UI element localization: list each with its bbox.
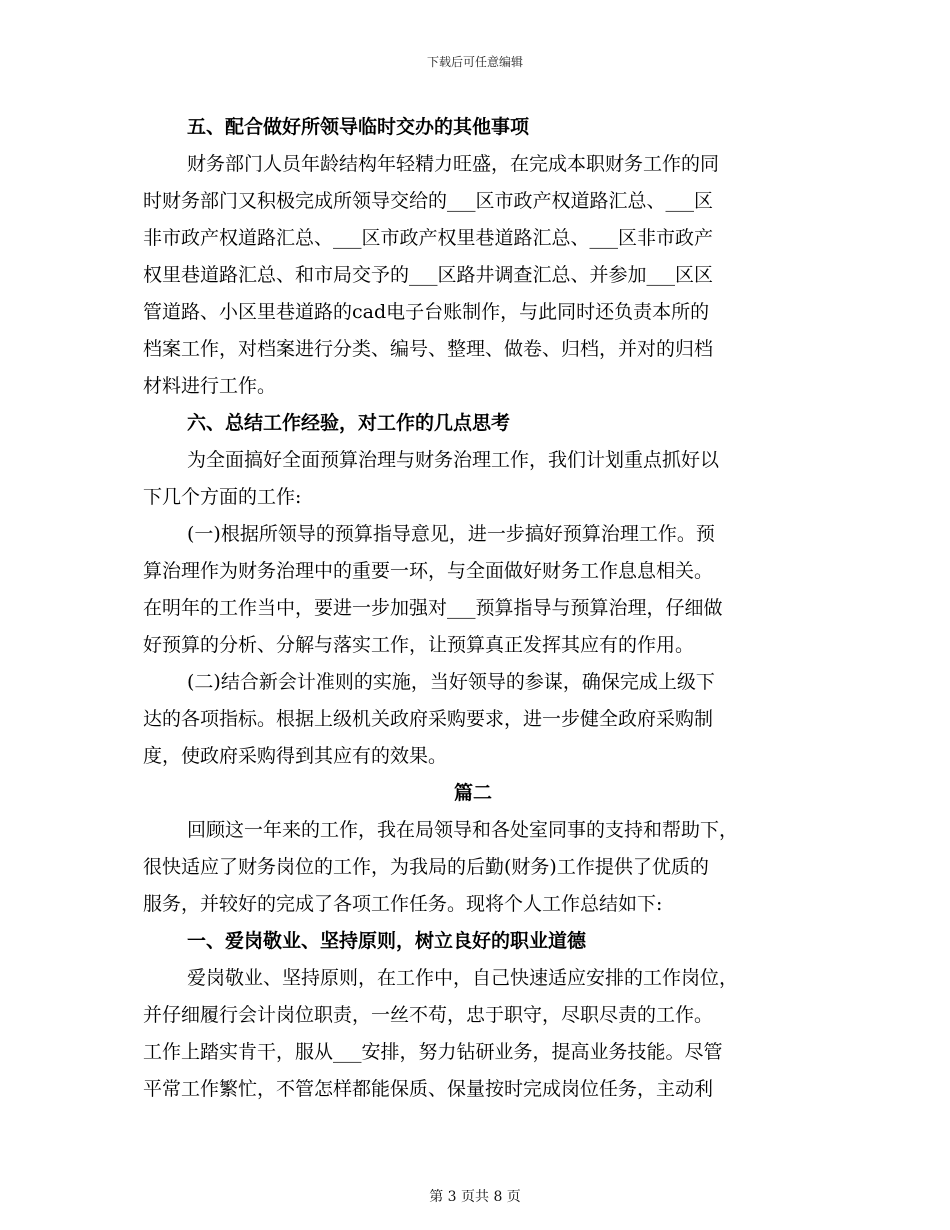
page-header-note: 下载后可任意编辑 (426, 55, 523, 69)
paragraph-line: 为全面搞好全面预算治理与财务治理工作，我们计划重点抓好以 (187, 449, 720, 471)
paragraph-line: 达的各项指标。根据上级机关政府采购要求，进一步健全政府采购制 (143, 708, 714, 730)
paragraph-line: 下几个方面的工作: (143, 486, 302, 508)
section-heading: 六、总结工作经验，对工作的几点思考 (187, 412, 511, 434)
paragraph-line: (一)根据所领导的预算指导意见，进一步搞好预算治理工作。预 (187, 523, 715, 545)
paragraph-line: 工作上踏实肯干，服从___安排，努力钻研业务，提高业务技能。尽管 (143, 1041, 723, 1063)
part-title: 篇二 (453, 782, 492, 804)
paragraph-line: 很快适应了财务岗位的工作，为我局的后勤(财务)工作提供了优质的 (143, 856, 709, 878)
paragraph-line: 平常工作繁忙，不管怎样都能保质、保量按时完成岗位任务，主动利 (143, 1078, 714, 1100)
page-footer-number: 第 3 页共 8 页 (429, 1189, 521, 1205)
paragraph-line: (二)结合新会计准则的实施，当好领导的参谋，确保完成上级下 (187, 671, 715, 693)
section-heading: 五、配合做好所领导临时交办的其他事项 (187, 116, 530, 138)
paragraph-line: 服务，并较好的完成了各项工作任务。现将个人工作总结如下: (143, 893, 663, 915)
paragraph-line: 并仔细履行会计岗位职责，一丝不苟，忠于职守，尽职尽责的工作。 (143, 1004, 714, 1026)
paragraph-line: 档案工作，对档案进行分类、编号、整理、做卷、归档，并对的归档 (143, 338, 714, 360)
paragraph-line: 财务部门人员年龄结构年轻精力旺盛，在完成本职财务工作的同 (187, 153, 720, 175)
paragraph-line: 爱岗敬业、坚持原则，在工作中，自己快速适应安排的工作岗位， (187, 967, 739, 989)
paragraph-line: 好预算的分析、分解与落实工作，让预算真正发挥其应有的作用。 (143, 634, 695, 656)
paragraph-line: 权里巷道路汇总、和市局交予的___区路井调查汇总、并参加___区区 (143, 264, 714, 286)
paragraph-line: 非市政产权道路汇总、___区市政产权里巷道路汇总、___区非市政产 (143, 227, 714, 249)
paragraph-line: 算治理作为财务治理中的重要一环，与全面做好财务工作息息相关。 (143, 560, 714, 582)
paragraph-line: 材料进行工作。 (143, 375, 277, 397)
section-heading: 一、爱岗敬业、坚持原则，树立良好的职业道德 (187, 930, 587, 952)
document-body (143, 109, 803, 1108)
paragraph-line: 回顾这一年来的工作，我在局领导和各处室同事的支持和帮助下， (187, 819, 739, 841)
paragraph-line: 在明年的工作当中，要进一步加强对___预算指导与预算治理，仔细做 (143, 597, 723, 619)
paragraph-line: 度，使政府采购得到其应有的效果。 (143, 745, 448, 767)
paragraph-line: 管道路、小区里巷道路的cad电子台账制作，与此同时还负责本所的 (143, 301, 710, 323)
paragraph-line: 时财务部门又积极完成所领导交给的___区市政产权道路汇总、___区 (143, 190, 714, 212)
